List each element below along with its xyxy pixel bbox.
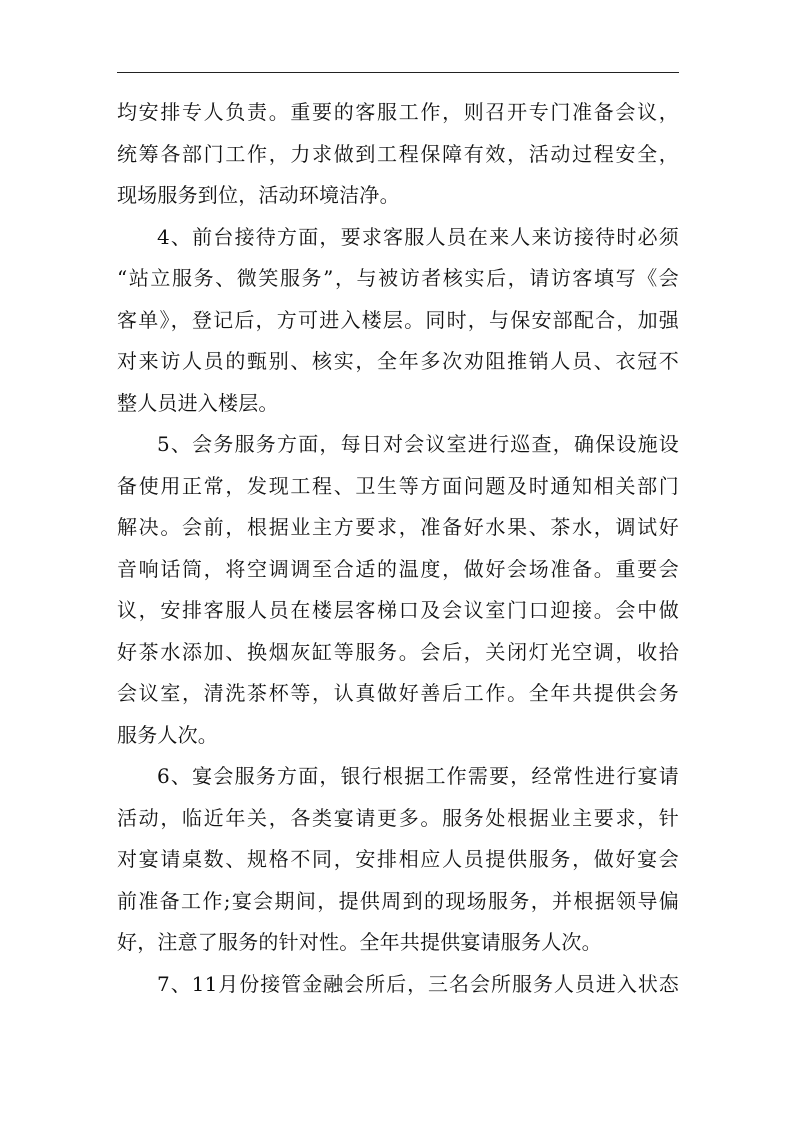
text-line: 好，注意了服务的针对性。全年共提供宴请服务人次。 xyxy=(117,930,602,954)
text-line: 音响话筒，将空调调至合适的温度，做好会场准备。重要会 xyxy=(117,556,679,581)
text-line: 5、会务服务方面，每日对会议室进行巡查，确保设施设 xyxy=(157,432,679,456)
text-line: 服务人次。 xyxy=(117,722,218,747)
text-line: 好茶水添加、换烟灰缸等服务。会后，关闭灯光空调，收拾 xyxy=(117,639,679,664)
paragraph xyxy=(117,92,679,217)
text-line: 对宴请桌数、规格不同，安排相应人员提供服务，做好宴会 xyxy=(117,847,679,871)
text-line: 活动，临近年关，各类宴请更多。服务处根据业主要求，针 xyxy=(117,805,679,830)
text-line: 议，安排客服人员在楼层客梯口及会议室门口迎接。会中做 xyxy=(117,598,679,622)
text-line: 会议室，清洗茶杯等，认真做好善后工作。全年共提供会务 xyxy=(117,681,679,705)
text-line: 对来访人员的甄别、核实，全年多次劝阻推销人员、衣冠不 xyxy=(117,349,679,373)
text-line: 备使用正常，发现工程、卫生等方面问题及时通知相关部门 xyxy=(117,473,679,498)
text-line: 7、11月份接管金融会所后，三名会所服务人员进入状态 xyxy=(157,971,679,996)
paragraph xyxy=(117,756,679,964)
text-line: 整人员进入楼层。 xyxy=(117,390,279,415)
text-line: 统筹各部门工作，力求做到工程保障有效，活动过程安全， xyxy=(117,141,679,166)
text-line: 6、宴会服务方面，银行根据工作需要，经常性进行宴请 xyxy=(157,764,679,788)
document-body xyxy=(117,92,679,1005)
text-line: 前准备工作;宴会期间，提供周到的现场服务，并根据领导偏 xyxy=(117,888,679,913)
text-line: 4、前台接待方面，要求客服人员在来人来访接待时必须 xyxy=(157,224,679,249)
paragraph xyxy=(117,964,679,1006)
text-line: 客单》，登记后，方可进入楼层。同时，与保安部配合，加强 xyxy=(117,307,679,332)
text-line: “站立服务、微笑服务”，与被访者核实后，请访客填写《会 xyxy=(117,266,679,290)
paragraph xyxy=(117,217,679,425)
text-line: 解决。会前，根据业主方要求，准备好水果、茶水，调试好 xyxy=(117,515,679,539)
text-line: 现场服务到位，活动环境洁净。 xyxy=(117,183,400,207)
paragraph xyxy=(117,424,679,756)
text-line: 均安排专人负责。重要的客服工作，则召开专门准备会议， xyxy=(117,100,679,124)
header-rule xyxy=(117,72,679,73)
